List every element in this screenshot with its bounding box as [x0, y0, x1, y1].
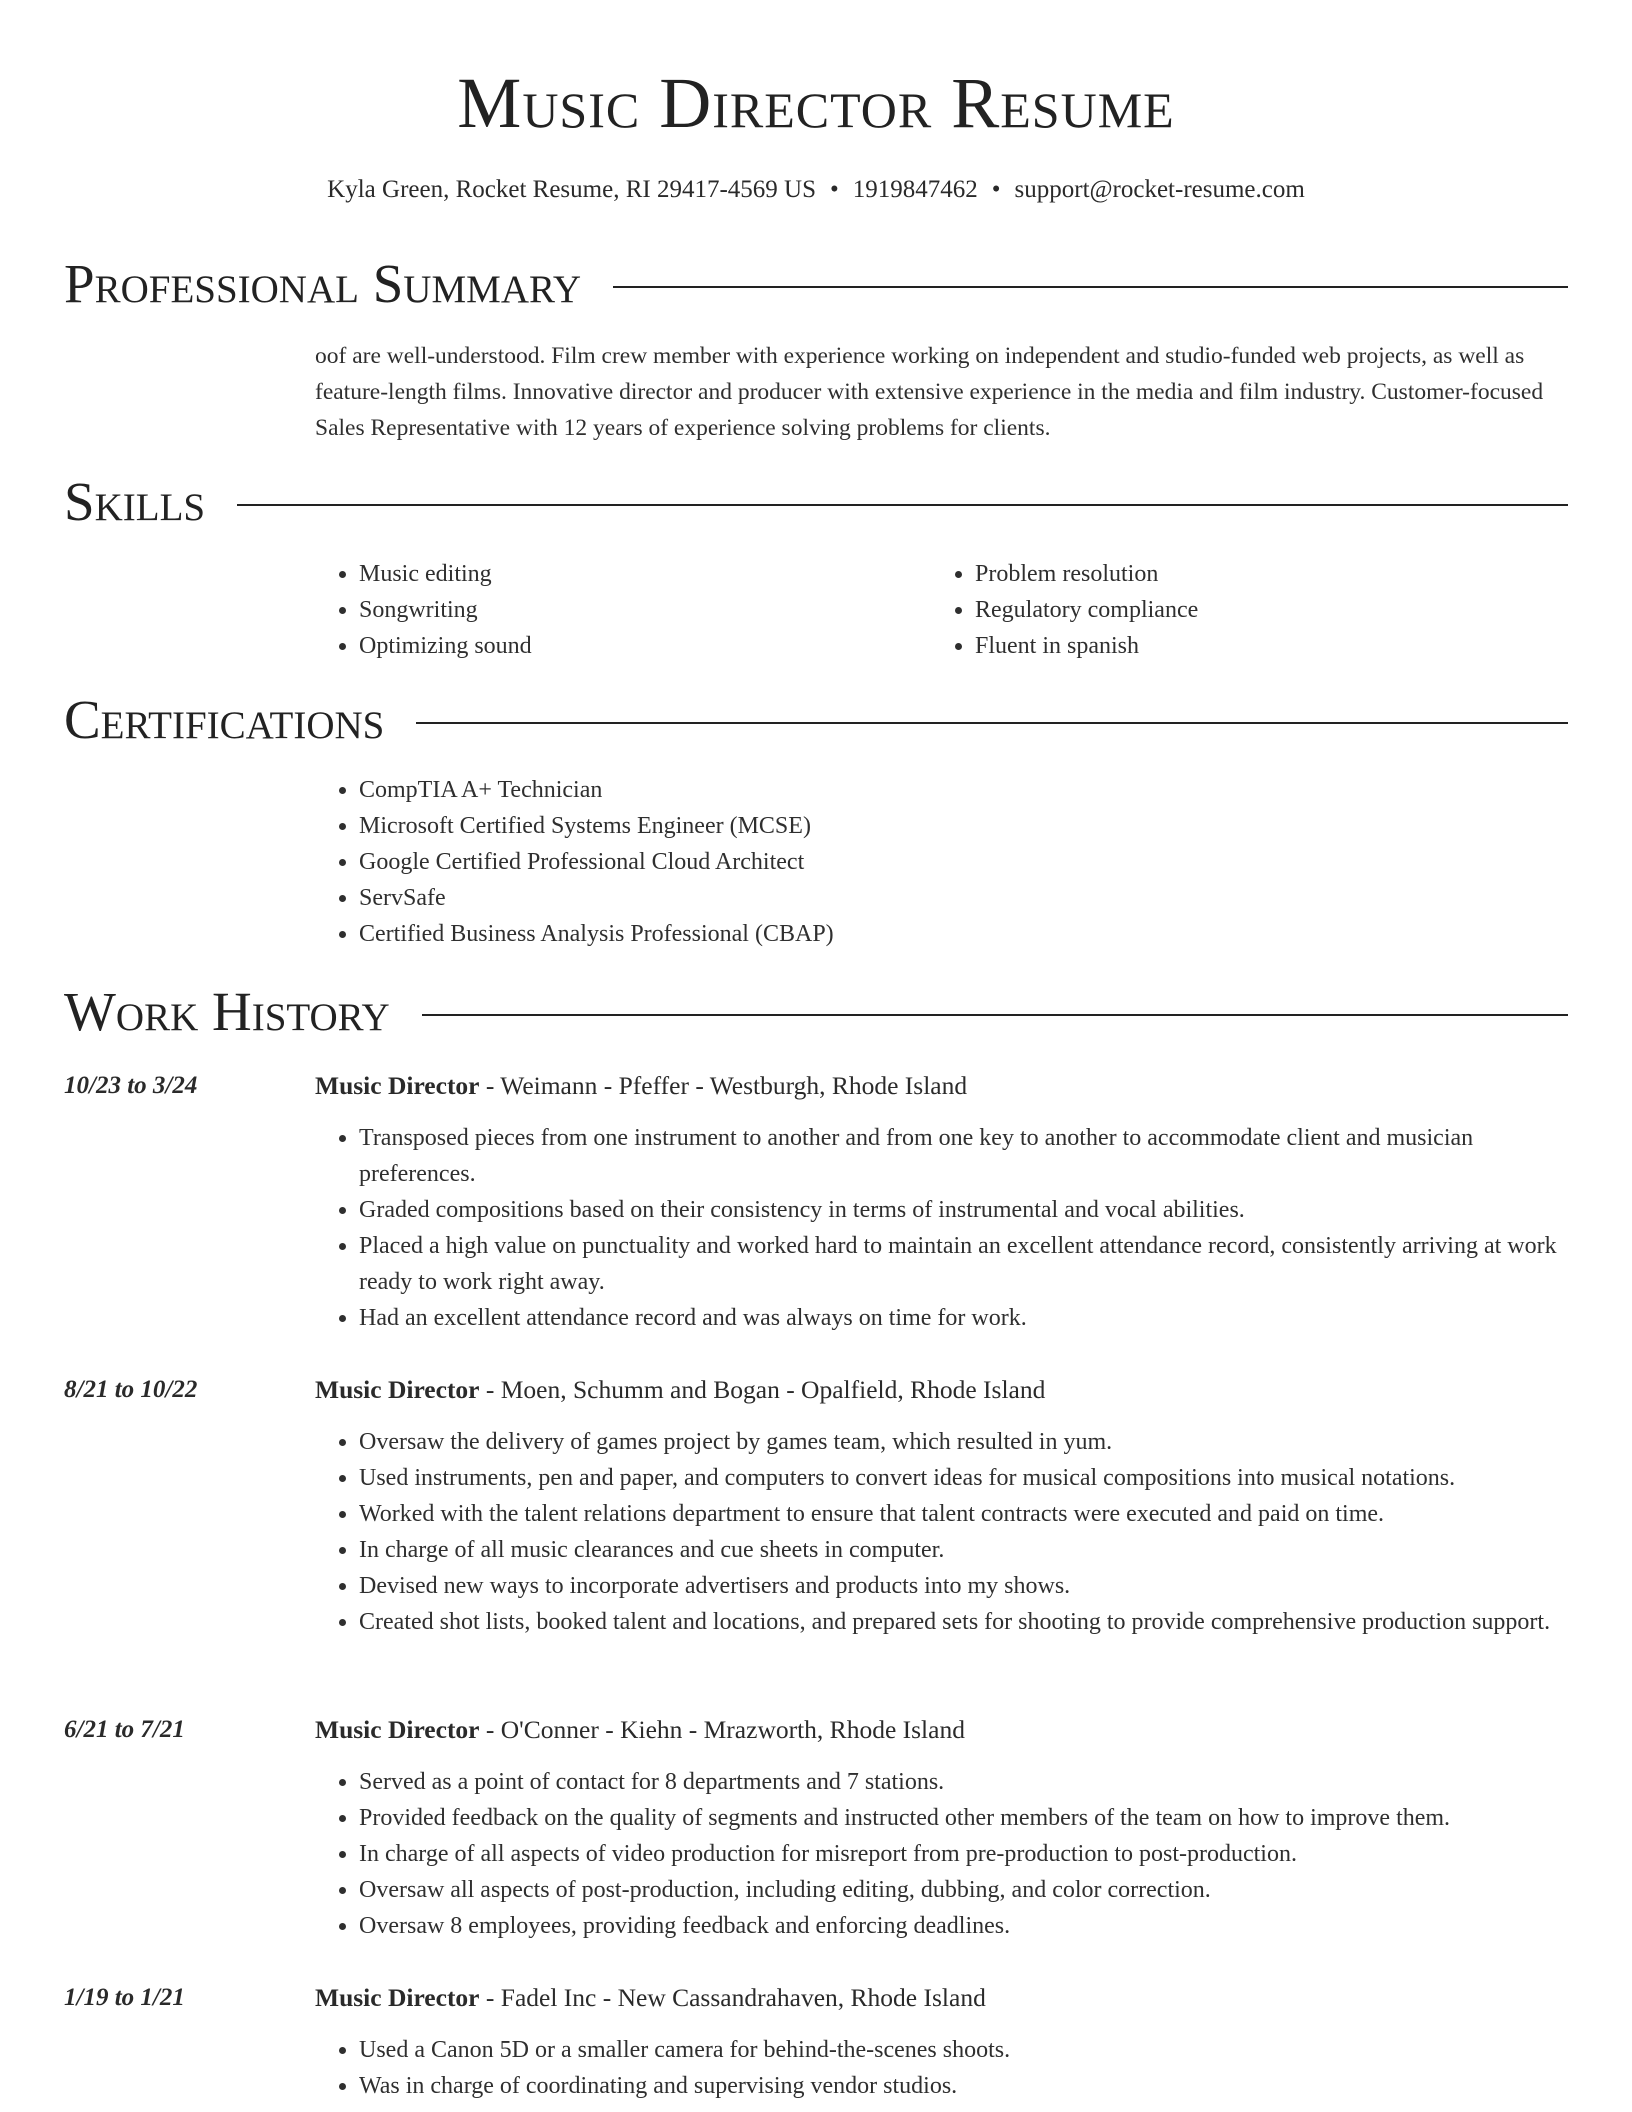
job-role: Music Director	[315, 1071, 480, 1100]
job-role: Music Director	[315, 1715, 480, 1744]
job-bullet: • Transposed pieces from one instrument to another and from one key to another to accommodate client and musician preferences.	[359, 1120, 1568, 1192]
job-bullet: • Oversaw 8 employees, providing feedback and enforcing deadlines.	[359, 1908, 1568, 1944]
skill-item: • Problem resolution	[975, 556, 1491, 592]
job-bullets	[315, 2032, 1568, 2104]
certification-item: • Certified Business Analysis Professional (CBAP)	[359, 916, 1515, 952]
job-bullet: • Worked with the talent relations department to ensure that talent contracts were executed and paid on time.	[359, 1496, 1568, 1532]
skill-item: • Songwriting	[359, 592, 875, 628]
skill-item: • Optimizing sound	[359, 628, 875, 664]
contact-address: Kyla Green, Rocket Resume, RI 29417-4569 US	[327, 176, 816, 203]
job-dates: 1/19 to 1/21	[64, 1984, 185, 2011]
skill-item: • Music editing	[359, 556, 875, 592]
job-bullet: • Served as a point of contact for 8 departments and 7 stations.	[359, 1764, 1568, 1800]
section-header-summary	[64, 252, 1568, 316]
section-title: Skills	[64, 471, 206, 532]
certifications-list	[315, 772, 1515, 952]
job-bullet: • Was in charge of coordinating and supervising vendor studios.	[359, 2068, 1568, 2104]
job-heading	[315, 1980, 1568, 2016]
section-divider	[237, 504, 1568, 506]
job-bullet: • Provided feedback on the quality of segments and instructed other members of the team on how to improve them.	[359, 1800, 1568, 1836]
job-details: - O'Conner - Kiehn - Mrazworth, Rhode Island	[479, 1715, 965, 1744]
job-bullet: • Oversaw the delivery of games project by games team, which resulted in yum.	[359, 1424, 1568, 1460]
job-bullets	[315, 1424, 1568, 1640]
job-bullet: • In charge of all aspects of video production for misreport from pre-production to post-production.	[359, 1836, 1568, 1872]
job-bullet: • Used instruments, pen and paper, and computers to convert ideas for musical compositions into musical notations.	[359, 1460, 1568, 1496]
job-details: - Fadel Inc - New Cassandrahaven, Rhode Island	[479, 1983, 986, 2012]
job-details: - Moen, Schumm and Bogan - Opalfield, Rhode Island	[479, 1375, 1046, 1404]
skills-list	[931, 556, 1491, 664]
contact-email: support@rocket-resume.com	[1014, 176, 1305, 203]
section-title: Certifications	[64, 689, 385, 750]
job-bullet: • Used a Canon 5D or a smaller camera for behind-the-scenes shoots.	[359, 2032, 1568, 2068]
certification-item: • ServSafe	[359, 880, 1515, 916]
job-bullet-list	[315, 1764, 1568, 1944]
certification-item: • Google Certified Professional Cloud Architect	[359, 844, 1515, 880]
certifications-block	[315, 772, 1515, 952]
section-divider	[613, 286, 1568, 288]
section-header-skills	[64, 470, 1568, 534]
job-bullet-list	[315, 2032, 1568, 2104]
skill-item: • Fluent in spanish	[975, 628, 1491, 664]
job-dates: 8/21 to 10/22	[64, 1376, 198, 1403]
job-role: Music Director	[315, 1983, 480, 2012]
job-heading	[315, 1712, 1568, 1748]
certification-item: • CompTIA A+ Technician	[359, 772, 1515, 808]
contact-separator: •	[991, 176, 1001, 203]
job-bullet-list	[315, 1424, 1568, 1640]
contact-line	[0, 174, 1632, 206]
job-dates: 6/21 to 7/21	[64, 1716, 185, 1743]
job-bullet: • Oversaw all aspects of post-production, including editing, dubbing, and color correction.	[359, 1872, 1568, 1908]
skill-item: • Regulatory compliance	[975, 592, 1491, 628]
contact-separator: •	[829, 176, 839, 203]
job-details: - Weimann - Pfeffer - Westburgh, Rhode Island	[479, 1071, 968, 1100]
section-title: Professional Summary	[64, 253, 582, 314]
job-bullets	[315, 1764, 1568, 1944]
job-heading	[315, 1068, 1568, 1104]
job-dates: 10/23 to 3/24	[64, 1072, 198, 1099]
section-divider	[422, 1014, 1568, 1016]
skills-column-right	[931, 556, 1491, 664]
section-title: Work History	[64, 981, 390, 1042]
section-header-certifications	[64, 688, 1568, 752]
job-bullet: • In charge of all music clearances and cue sheets in computer.	[359, 1532, 1568, 1568]
job-bullet: • Created shot lists, booked talent and locations, and prepared sets for shooting to provide comprehensive production support.	[359, 1604, 1568, 1640]
summary-text: oof are well-understood. Film crew member with experience working on independent and studio-funded web projects, as well as feature-length films. Innovative director and producer with extensive experience in the media and film industry. Customer-focused Sales Representative with 12 years of experience solving problems for clients.	[315, 343, 1544, 441]
job-heading	[315, 1372, 1568, 1408]
skills-list	[315, 556, 875, 664]
job-bullet: • Devised new ways to incorporate advertisers and products into my shows.	[359, 1568, 1568, 1604]
job-bullet-list	[315, 1120, 1568, 1336]
job-bullet: • Graded compositions based on their consistency in terms of instrumental and vocal abilities.	[359, 1192, 1568, 1228]
section-header-work-history	[64, 980, 1568, 1044]
contact-phone: 1919847462	[852, 176, 978, 203]
job-bullets	[315, 1120, 1568, 1336]
job-role: Music Director	[315, 1375, 480, 1404]
section-divider	[416, 722, 1568, 724]
job-bullet: • Placed a high value on punctuality and worked hard to maintain an excellent attendance record, consistently arriving at work ready to work right away.	[359, 1228, 1568, 1300]
certification-item: • Microsoft Certified Systems Engineer (MCSE)	[359, 808, 1515, 844]
skills-column-left	[315, 556, 875, 664]
resume-title: Music Director Resume	[457, 63, 1175, 143]
job-bullet: • Had an excellent attendance record and was always on time for work.	[359, 1300, 1568, 1336]
